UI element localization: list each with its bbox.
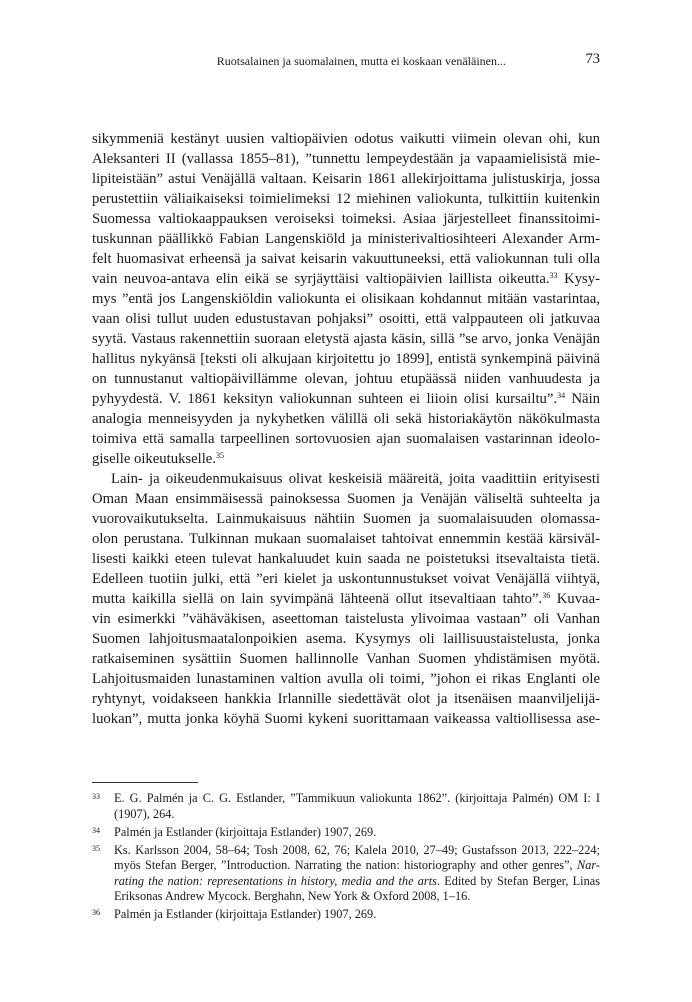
footnote [92, 907, 600, 923]
text-line: Suomessa valtiokaappauksen veroiseksi toimeksi. Asiaa järjestelleet finanssitoimi- [92, 211, 600, 227]
text-line: Aleksanteri II (vallassa 1855–81), ”tunnettu lempeydestään ja vapaamielisistä mie- [92, 151, 600, 167]
italic-title: rating the nation: representations in history, media and the arts [114, 873, 437, 888]
text-line: Lahjoitusmaiden lunastaminen valtion avulla oli toimi, ”johon ei rikas Englanti ole [92, 671, 600, 687]
footnote-number: 34 [92, 825, 100, 835]
footnote-ref[interactable]: 34 [557, 391, 566, 400]
text-line: Suomen lahjoitusmaatalonpoikien asema. Kysymys oli laillisuustaistelusta, jonka [92, 631, 600, 647]
paragraph-1 [92, 129, 600, 469]
text-line: lisesti kaikki eteen tulevat hankaluudet kuin saada ne poistetuksi itsevaltaista tietä. [92, 551, 600, 567]
text-line: Lain- ja oikeudenmukaisuus olivat keskeisiä määreitä, joita vaadittiin erityisesti [111, 471, 600, 487]
footnote-number: 36 [92, 908, 100, 917]
text-line: olon perustana. Tulkinnan mukaan suomalaiset tahtoivat ennemmin kestää kärsiväl- [92, 531, 600, 547]
line-text: Näin [571, 391, 601, 407]
text-line: luokan”, mutta jonka köyhä Suomi kykeni suorittamaan vaikeassa valtiollisessa ase- [92, 711, 600, 727]
footnote-line: (1907), 264. [114, 806, 175, 821]
footnote [92, 825, 600, 841]
footnote-line: E. G. Palmén ja C. G. Estlander, ”Tammikuun valiokunta 1862”. (kirjoittaja Palmén) OM I: I [114, 791, 600, 805]
line-text: myös Stefan Berger, ”Introduction. Narrating the nation: historiography and other genres”, [114, 858, 577, 872]
footnote-number: 35 [92, 843, 100, 853]
text-line: vaan olisi tullut uuden edustustavan pohjaksi” osoitti, että valppauteen oli jatkuvaa [92, 311, 600, 327]
text-line [92, 449, 600, 469]
text-line: mys ”entä jos Langenskiöldin valiokunta ei olisikaan kohdannut mitään vastarintaa, [92, 291, 600, 307]
text-line: vin esimerkki ”vähäväkisen, aseettoman taistelusta ylivoimaa vastaan” oli Vanhan [92, 611, 600, 627]
text-line: Oman Maan ensimmäisessä painoksessa Suomen ja Venäjän väliseltä suhteelta ja [92, 491, 600, 507]
text-line: analogia menneisyyden ja nykyhetken välillä oli sekä historiakäytön näkökulmasta [92, 411, 600, 427]
line-text: vain neuvoa-antava elin eikä se syrjäyttäisi valtiopäivien laillista oikeutta. [92, 271, 550, 287]
footnote-line: Ks. Karlsson 2004, 58–64; Tosh 2008, 62, 76; Kalela 2010, 27–49; Gustafsson 2013, 222–224; [114, 842, 600, 857]
footnote-line: Eriksonas Andrew Mycock. Berghahn, New York & Oxford 2008, 1–16. [114, 889, 471, 903]
text-line: sikymmeniä kestänyt uusien valtiopäivien odotus vaikutti viimein olevan ohi, kun [92, 131, 600, 147]
line-text: pyhyydestä. V. 1861 keksityn valiokunnan suhteen ei liioin olisi kursailtu”. [92, 391, 558, 407]
text-line: vuorovaikutukselta. Lainmukaisuus nähtiin Suomen ja suomalaisuuden olomassa- [92, 511, 600, 527]
page-number: 73 [585, 51, 600, 67]
footnote-line: Palmén ja Estlander (kirjoittaja Estlander) 1907, 269. [114, 824, 377, 839]
running-title: Ruotsalainen ja suomalainen, mutta ei koskaan venäläinen... [216, 54, 506, 68]
text-line [92, 589, 600, 609]
text-line: toimiva että samalla tarpeellinen sortovuosien ajan suomalaisen vastarinnan ideolo- [92, 431, 600, 447]
line-text: giselle oikeutukselle. [92, 451, 216, 467]
italic-title: Nar- [577, 858, 600, 872]
footnote-divider [92, 782, 198, 783]
text-line: ratkaiseminen sysättiin Suomen hallinnolle Vanhan Suomen yhdistämisen myötä. [92, 651, 600, 667]
text-line: lipiteistään” astui Venäjällä valtaan. Keisarin 1861 allekirjoittama julistuskirja, jossa [92, 171, 600, 187]
text-line [92, 269, 600, 289]
text-line: perustettiin väliaikaiseksi toimielimeksi 12 miehinen valiokunta, tulkittiin kuitenkin [92, 191, 600, 207]
footnote-ref[interactable]: 35 [216, 451, 224, 460]
text-line: felt huomasivat erheensä ja saivat keisarin vakuuttuneeksi, että valiokunnan tuli olla [92, 251, 600, 267]
line-text: Kysy- [564, 271, 601, 287]
line-text: mutta kaikilla siellä on lain syvimpänä lähteenä ollut itsevaltiaan tahto”. [92, 591, 543, 607]
footnote-ref[interactable]: 36 [542, 591, 551, 600]
footnotes [92, 791, 600, 925]
text-line: tuskunnan päällikkö Fabian Langenskiöld ja ministerivaltiosihteeri Alexander Arm- [92, 231, 600, 247]
text-line: on tunnustanut valtiopäivillämme olevan, johtuu etupäässä niiden vanhuudesta ja [92, 371, 600, 387]
footnote [92, 791, 600, 822]
footnote-ref[interactable]: 33 [549, 271, 558, 280]
line-text: . Edited by Stefan Berger, Linas [436, 873, 600, 888]
footnote-line [114, 858, 600, 874]
footnote [92, 843, 600, 905]
paragraph-2 [92, 469, 600, 729]
text-line [92, 389, 600, 409]
text-line: ryhtynyt, voidakseen hankkia Irlannille siedettävät olot ja itsenäisen maanviljelijä- [92, 691, 600, 707]
line-text: Kuvaa- [556, 591, 600, 607]
text-line: hallitus nykyänsä [teksti oli alkujaan kirjoitettu jo 1899], entistä synkempinä päivinä [92, 351, 600, 367]
footnote-line [114, 874, 600, 890]
footnote-number: 33 [92, 792, 100, 801]
text-line: syytä. Vastaus rakennettiin suoraan eletystä ajasta käsin, sillä ”se arvo, jonka Venäjän [92, 331, 600, 347]
text-line: Edelleen tuotiin julki, että ”eri kielet ja uskontunnustukset voivat Venäjällä viihtyä, [92, 571, 600, 587]
footnote-line: Palmén ja Estlander (kirjoittaja Estlander) 1907, 269. [114, 907, 377, 921]
main-text [92, 129, 600, 729]
